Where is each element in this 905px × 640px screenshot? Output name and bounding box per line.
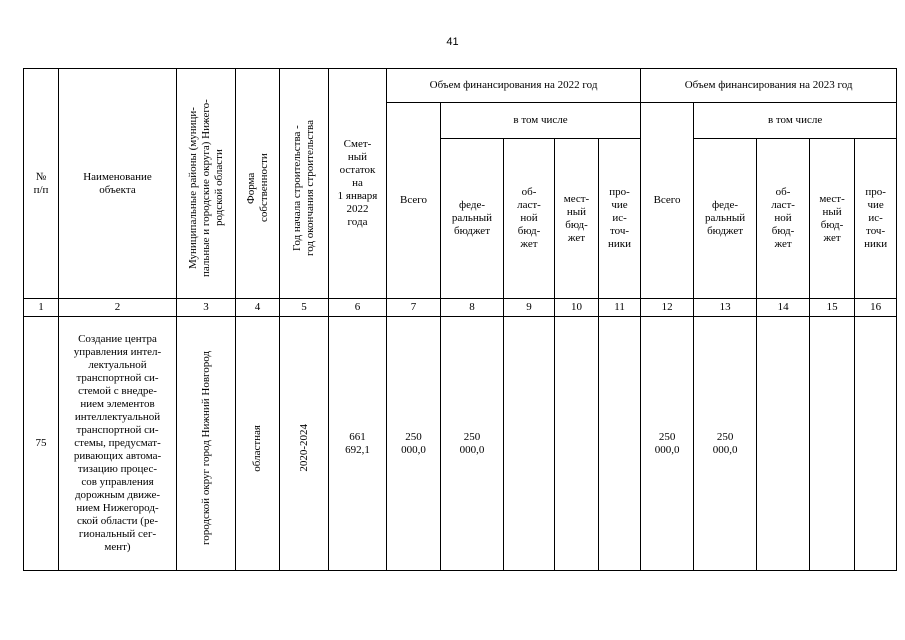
header-fin-2022: Объем финансирования на 2022 год	[387, 69, 641, 103]
row-local-2023	[810, 317, 855, 571]
page-number: 41	[446, 36, 459, 48]
column-number: 7	[387, 299, 441, 317]
financing-table	[23, 68, 897, 571]
row-ownership	[236, 317, 280, 571]
row-object-name: Создание центра управления интел- лектуальной транспортной си- стемой с внедре- нием элементов интеллектуальной транспортной си- стемы, предусмат- ривающих автома- тизацию процес- сов управления дорожным движе- нием Нижегород- ской области (ре- гиональный сег- мент)	[59, 317, 177, 571]
row-other-2023	[855, 317, 897, 571]
row-total-2023: 250 000,0	[641, 317, 694, 571]
header-local-2023: мест- ный бюд- жет	[810, 139, 855, 299]
column-number: 1	[24, 299, 59, 317]
header-including-2022: в том числе	[441, 103, 641, 139]
row-estimated: 661 692,1	[329, 317, 387, 571]
header-years	[280, 69, 329, 299]
row-regional-2023	[757, 317, 810, 571]
row-num: 75	[24, 317, 59, 571]
column-number-row	[24, 299, 897, 317]
column-number: 11	[599, 299, 641, 317]
column-number: 13	[694, 299, 757, 317]
header-ownership-text: Форма собственности	[244, 153, 270, 223]
header-regional-2022: об- ласт- ной бюд- жет	[504, 139, 555, 299]
header-other-2022: про- чие ис- точ- ники	[599, 139, 641, 299]
header-estimated: Смет- ный остаток на 1 января 2022 года	[329, 69, 387, 299]
column-number: 2	[59, 299, 177, 317]
row-years	[280, 317, 329, 571]
header-districts	[177, 69, 236, 299]
header-total-2023: Всего	[641, 103, 694, 299]
table-row	[24, 317, 897, 571]
column-number: 6	[329, 299, 387, 317]
column-number: 14	[757, 299, 810, 317]
header-including-2023: в том числе	[694, 103, 897, 139]
header-ownership	[236, 69, 280, 299]
header-federal-2023: феде- ральный бюджет	[694, 139, 757, 299]
column-number: 8	[441, 299, 504, 317]
column-number: 15	[810, 299, 855, 317]
row-other-2022	[599, 317, 641, 571]
column-number: 4	[236, 299, 280, 317]
row-regional-2022	[504, 317, 555, 571]
header-years-text: Год начала строительства - год окончания строительства	[291, 120, 316, 256]
header-local-2022: мест- ный бюд- жет	[555, 139, 599, 299]
header-regional-2023: об- ласт- ной бюд- жет	[757, 139, 810, 299]
row-federal-2023: 250 000,0	[694, 317, 757, 571]
header-total-2022: Всего	[387, 103, 441, 299]
row-district	[177, 317, 236, 571]
row-local-2022	[555, 317, 599, 571]
column-number: 5	[280, 299, 329, 317]
column-number: 10	[555, 299, 599, 317]
row-district-text: городской округ город Нижний Новгород	[199, 350, 212, 546]
header-num: № п/п	[24, 69, 59, 299]
column-number: 3	[177, 299, 236, 317]
header-name: Наименование объекта	[59, 69, 177, 299]
column-number: 9	[504, 299, 555, 317]
row-ownership-text: областная	[251, 424, 263, 472]
row-total-2022: 250 000,0	[387, 317, 441, 571]
header-districts-text: Муниципальные районы (муници- пальные и городские округа) Нижего- родской области	[186, 99, 225, 277]
row-federal-2022: 250 000,0	[441, 317, 504, 571]
header-fin-2023: Объем финансирования на 2023 год	[641, 69, 897, 103]
row-years-text: 2020-2024	[297, 424, 310, 472]
header-other-2023: про- чие ис- точ- ники	[855, 139, 897, 299]
column-number: 12	[641, 299, 694, 317]
column-number: 16	[855, 299, 897, 317]
header-federal-2022: феде- ральный бюджет	[441, 139, 504, 299]
